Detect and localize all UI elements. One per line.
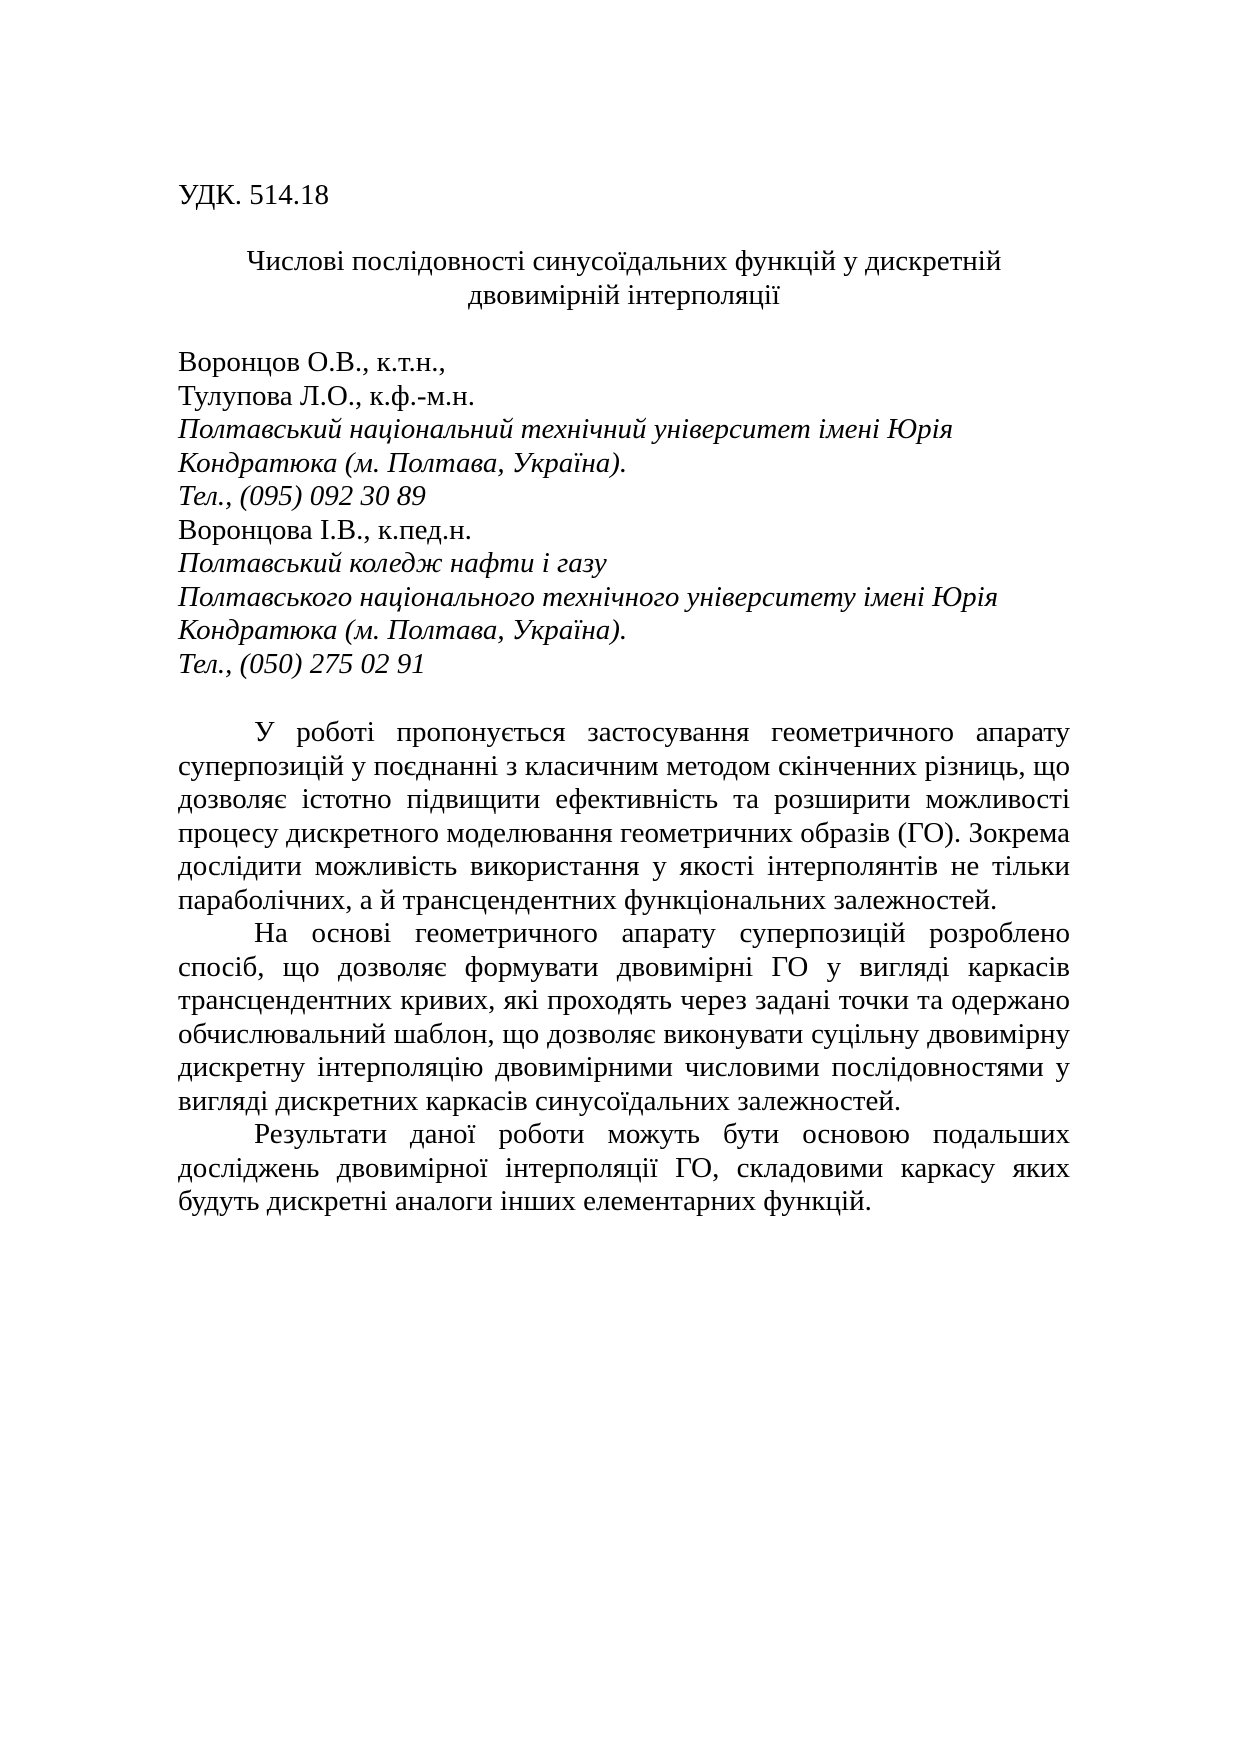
affiliation-2-line-1: Полтавський коледж нафти і газу [178,547,607,579]
udk-code: УДК. 514.18 [178,179,329,211]
phone-2: Тел., (050) 275 02 91 [178,647,426,680]
paper-title-line-2: двовимірній інтерполяції [468,279,780,311]
paper-title [178,244,1070,312]
authors-block [178,346,1070,681]
author-vorontsova: Воронцова І.В., к.пед.н. [178,513,472,546]
abstract-paragraph-3: Результати даної роботи можуть бути основою подальших досліджень двовимірної інтерполяції ГО, складовими каркасу яких будуть дискретні аналоги інших елементарних функцій. [178,1118,1070,1217]
affiliation-1-line-1: Полтавський національний технічний університет імені Юрія [178,413,954,445]
author-tulupova: Тулупова Л.О., к.ф.-м.н. [178,379,475,412]
affiliation-1-line-2: Кондратюка (м. Полтава, Україна). [178,446,628,479]
abstract-paragraph-1: У роботі пропонується застосування геометричного апарату суперпозицій у поєднанні з класичним методом скінченних різниць, що дозволяє істотно підвищити ефективність та розширити можливості процесу дискретного моделювання геометричних образів (ГО). Зокрема дослідити можливість використання у якості інтерполянтів не тільки параболічних, а й трансцендентних функціональних залежностей. [178,716,1070,916]
abstract-body [178,716,1070,1219]
paper-title-line-1: Числові послідовності синусоїдальних функцій у дискретній [246,245,1002,277]
author-vorontsov: Воронцов О.В., к.т.н., [178,346,446,378]
abstract-paragraph-2: На основі геометричного апарату суперпозицій розроблено спосіб, що дозволяє формувати двовимірні ГО у вигляді каркасів трансцендентних кривих, які проходять через задані точки та одержано обчислювальний шаблон, що дозволяє виконувати суцільну двовимірну дискретну інтерполяцію двовимірними числовими послідовностями у вигляді дискретних каркасів синусоїдальних залежностей. [178,917,1070,1117]
affiliation-2-line-3: Кондратюка (м. Полтава, Україна). [178,614,628,646]
affiliation-2-line-2: Полтавського національного технічного університету імені Юрія [178,580,999,613]
phone-1: Тел., (095) 092 30 89 [178,480,426,512]
